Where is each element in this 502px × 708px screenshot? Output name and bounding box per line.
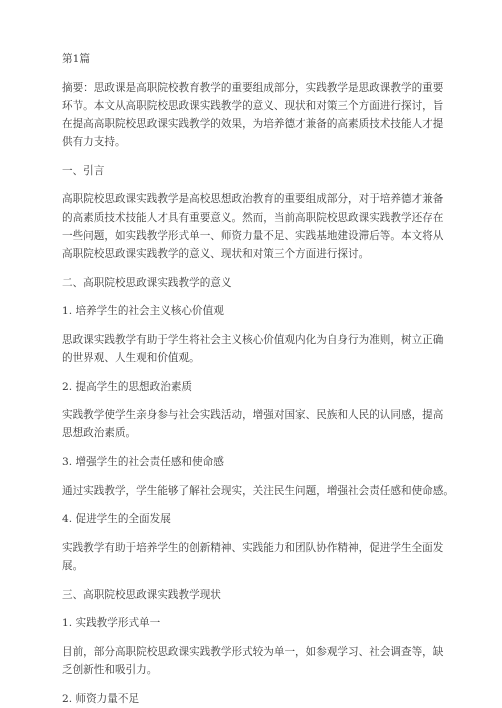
paragraph-line: 实践教学有助于培养学生的创新精神、实践能力和团队协作精神，促进学生全面发 — [62, 541, 444, 554]
item-title: 4. 促进学生的全面发展 — [62, 513, 171, 526]
paragraph-line: 的世界观、人生观和价值观。 — [62, 351, 200, 364]
abstract — [62, 79, 442, 152]
item-title: 1. 实践教学形式单一 — [62, 617, 161, 630]
paragraph-line: 高职院校思政课实践教学的意义、现状和对策三个方面进行探讨。 — [62, 248, 370, 260]
abstract-line: 在提高高职院校思政课实践教学的效果，为培养德才兼备的高素质技术技能人才提 — [62, 118, 444, 130]
paragraph-line: 乏创新性和吸引力。 — [62, 663, 158, 676]
abstract-line: 供有力支持。 — [62, 136, 126, 149]
part-title: 第1篇 — [62, 53, 90, 65]
paragraph-line: 思政课实践教学有助于学生将社会主义核心价值观内化为自身行为准则，树立正确 — [62, 333, 444, 346]
item-title: 1. 培养学生的社会主义核心价值观 — [62, 305, 224, 318]
paragraph-line: 思想政治素质。 — [62, 427, 137, 440]
item-title: 2. 师资力量不足 — [62, 692, 140, 705]
item-title: 2. 提高学生的思想政治素质 — [62, 380, 193, 393]
paragraph-line: 一些问题，如实践教学形式单一、师资力量不足、实践基地建设滞后等。本文将从 — [62, 229, 444, 242]
paragraph-line: 的高素质技术技能人才具有重要意义。然而，当前高职院校思政课实践教学还存在 — [62, 211, 444, 224]
abstract-line: 环节。本文从高职院校思政课实践教学的意义、现状和对策三个方面进行探讨，旨 — [62, 99, 444, 112]
paragraph-line: 通过实践教学，学生能够了解社会现实，关注民生问题，增强社会责任感和使命感。 — [62, 484, 454, 497]
paragraph-line: 高职院校思政课实践教学是高校思想政治教育的重要组成部分，对于培养德才兼备 — [62, 193, 444, 206]
paragraph-line: 展。 — [62, 559, 84, 572]
introduction-body — [62, 190, 442, 263]
item-title: 3. 增强学生的社会责任感和使命感 — [62, 455, 224, 468]
section-title-significance: 二、高职院校思政课实践教学的意义 — [62, 276, 232, 289]
document-page — [62, 50, 454, 708]
section-title-status: 三、高职院校思政课实践教学现状 — [62, 588, 221, 601]
paragraph-line: 实践教学使学生亲身参与社会实践活动，增强对国家、民族和人民的认同感，提高 — [62, 409, 444, 422]
paragraph-line: 目前，部分高职院校思政课实践教学形式较为单一，如参观学习、社会调查等，缺 — [62, 645, 444, 658]
abstract-line: 摘要：思政课是高职院校教育教学的重要组成部分，实践教学是思政课教学的重要 — [62, 81, 444, 94]
section-title-introduction: 一、引言 — [62, 164, 105, 177]
